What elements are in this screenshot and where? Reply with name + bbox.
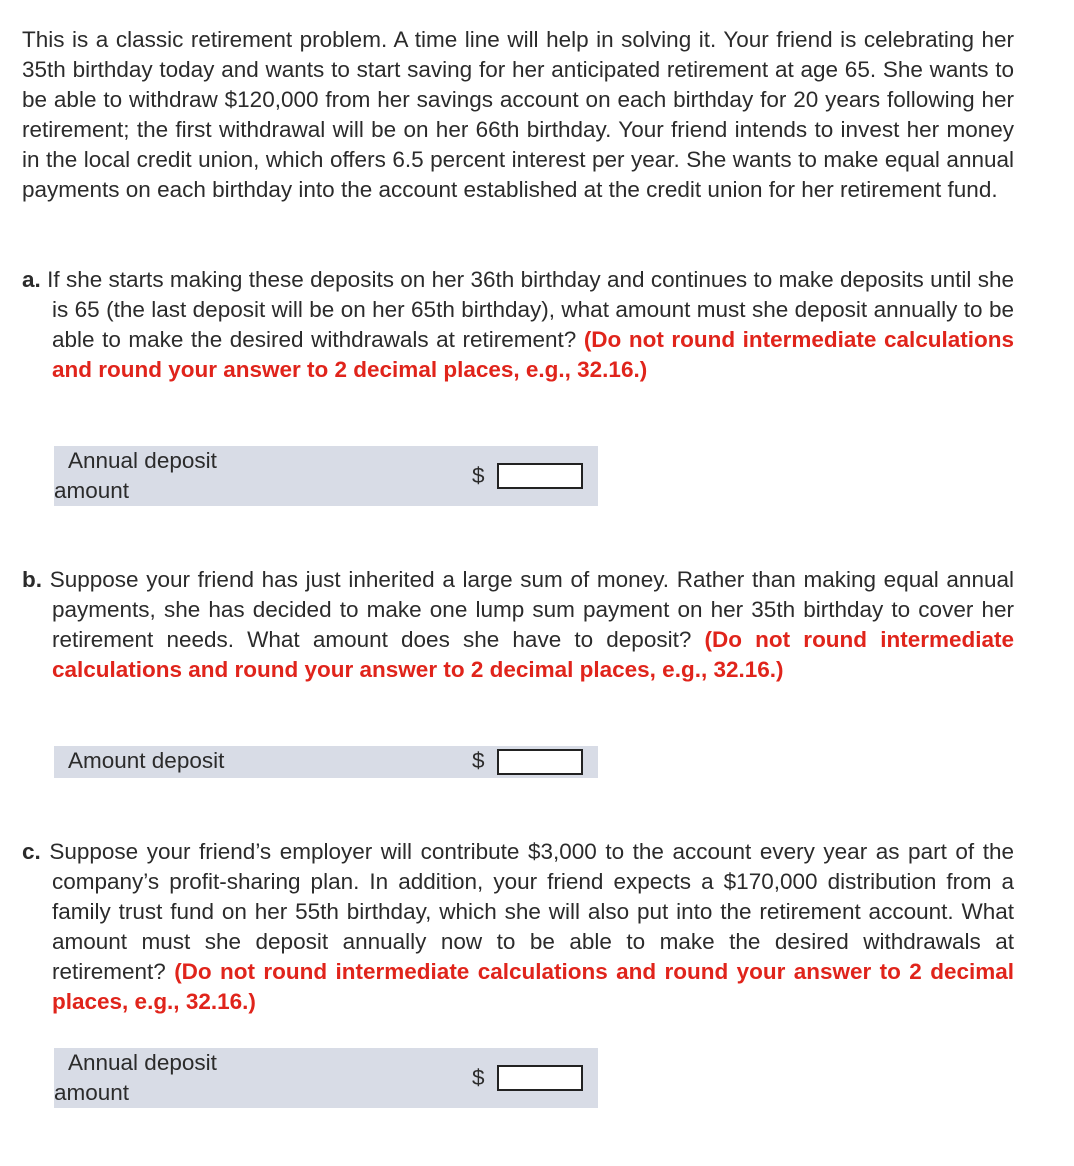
question-b-instruction: (Do not round intermediate calculations and round your answer to 2 decimal places, e.g., 32.16.)	[52, 627, 1014, 682]
problem-intro: This is a classic retirement problem. A time line will help in solving it. Your friend is celebrating her 35th birthday today and wants to start saving for her anticipated retirement at age 65. She wants to be able to withdraw $120,000 from her savings account on each birthday for 20 years following her retirement; the first withdrawal will be on her 66th birthday. Your friend intends to invest her money in the local credit union, which offers 6.5 percent interest per year. She wants to make equal annual payments on each birthday into the account established at the credit union for her retirement fund.	[22, 27, 1014, 202]
question-a-letter: a.	[22, 267, 41, 292]
question-c-text: Suppose your friend’s employer will contribute $3,000 to the account every year as part of the company’s profit-sharing plan. In addition, your friend expects a $170,000 distribution from a family trust fund on her 55th birthday, which she will also put into the retirement account. What amount must she deposit annually now to be able to make the desired withdrawals at retirement?	[49, 839, 1014, 984]
question-b	[22, 565, 1014, 685]
answer-label-c	[54, 1048, 264, 1108]
question-c	[22, 837, 1014, 1017]
answer-label-c-line1: Annual deposit	[68, 1050, 217, 1075]
answer-row-b	[54, 746, 598, 778]
annual-deposit-input-c[interactable]	[497, 1065, 583, 1091]
question-a-text: If she starts making these deposits on her 36th birthday and continues to make deposits until she is 65 (the last deposit will be on her 65th birthday), what amount must she deposit annually to be able to make the desired withdrawals at retirement?	[47, 267, 1014, 352]
dollar-sign-b: $	[472, 748, 485, 773]
dollar-sign-a: $	[472, 463, 485, 488]
answer-label-b: Amount deposit	[68, 748, 225, 773]
answer-label-a-line1: Annual deposit	[68, 448, 217, 473]
question-b-text: Suppose your friend has just inherited a large sum of money. Rather than making equal annual payments, she has decided to make one lump sum payment on her 35th birthday to cover her retirement needs. What amount does she have to deposit?	[49, 567, 1014, 652]
question-c-letter: c.	[22, 839, 41, 864]
answer-row-c	[54, 1048, 598, 1108]
dollar-sign-c: $	[472, 1065, 485, 1090]
answer-row-a	[54, 446, 598, 506]
question-a-instruction: (Do not round intermediate calculations and round your answer to 2 decimal places, e.g., 32.16.)	[52, 327, 1014, 382]
answer-label-a	[54, 446, 264, 506]
annual-deposit-input-a[interactable]	[497, 463, 583, 489]
answer-label-c-line2: amount	[54, 1080, 130, 1105]
amount-deposit-input-b[interactable]	[497, 749, 583, 775]
question-b-letter: b.	[22, 567, 42, 592]
question-c-instruction: (Do not round intermediate calculations and round your answer to 2 decimal places, e.g., 32.16.)	[52, 959, 1014, 1014]
question-a	[22, 265, 1014, 385]
answer-label-a-line2: amount	[54, 478, 130, 503]
